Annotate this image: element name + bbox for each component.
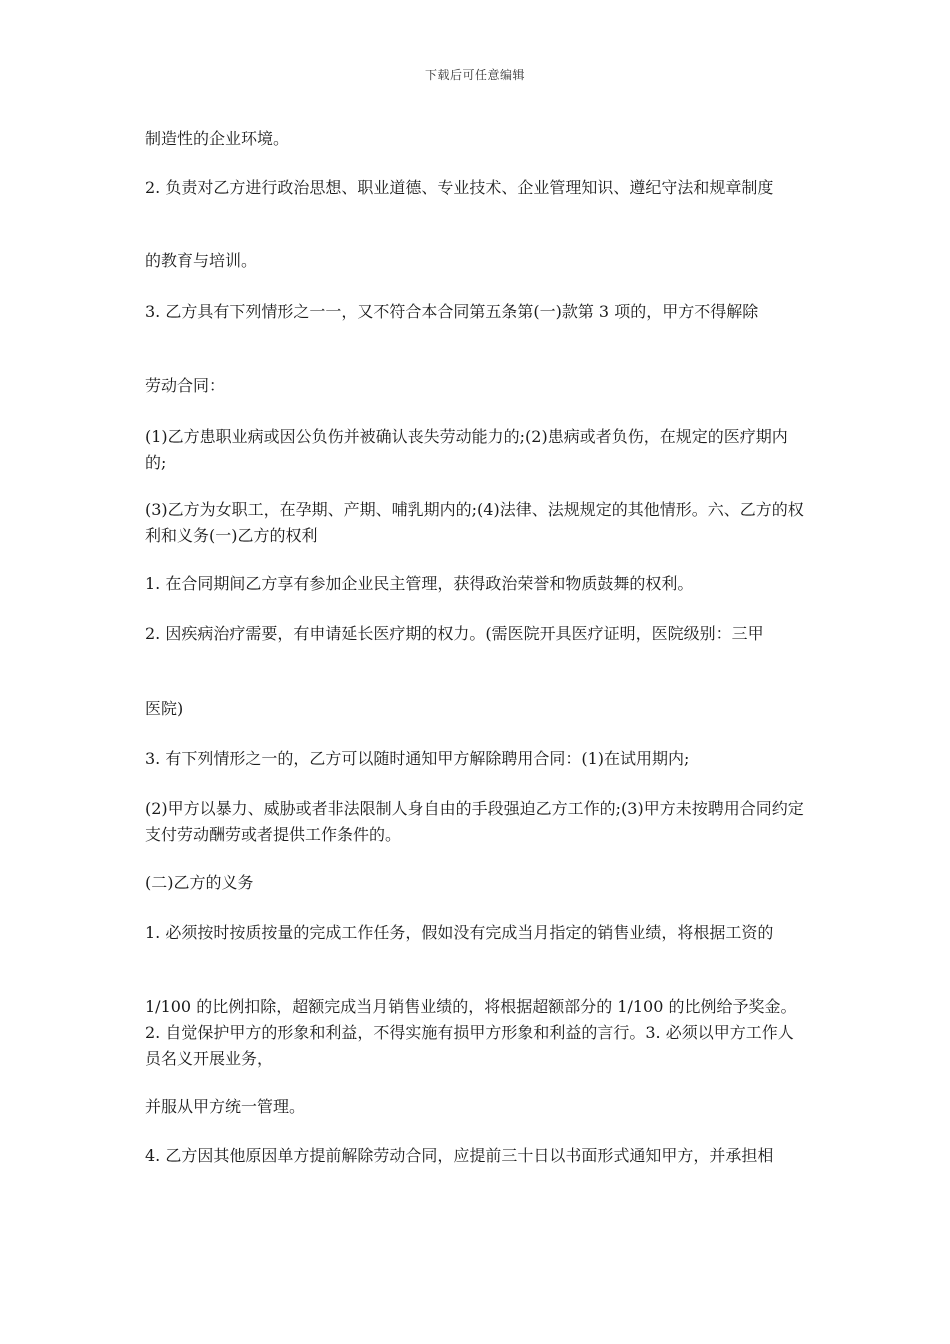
paragraph: 医院) [145, 699, 184, 718]
paragraph: 1. 必须按时按质按量的完成工作任务，假如没有完成当月指定的销售业绩，将根据工资的 [145, 923, 774, 942]
paragraph: (2)甲方以暴力、威胁或者非法限制人身自由的手段强迫乙方工作的;(3)甲方未按聘用合同约定支付劳动酬劳或者提供工作条件的。 [145, 799, 804, 844]
paragraph: 3. 有下列情形之一的，乙方可以随时通知甲方解除聘用合同：(1)在试用期内; [145, 749, 690, 768]
paragraph: 2. 因疾病治疗需要，有申请延长医疗期的权力。(需医院开具医疗证明，医院级别：三甲 [145, 624, 764, 643]
paragraph: 3. 乙方具有下列情形之一一，又不符合本合同第五条第(一)款第 3 项的，甲方不得解除 [145, 302, 759, 321]
paragraph: 的教育与培训。 [145, 251, 258, 270]
paragraph: 1/100 的比例扣除，超额完成当月销售业绩的，将根据超额部分的 1/100 的比例给予奖金。2. 自觉保护甲方的形象和利益，不得实施有损甲方形象和利益的言行。3. 必须以甲方工作人员名义开展业务， [145, 997, 797, 1068]
paragraph: 并服从甲方统一管理。 [145, 1097, 306, 1116]
paragraph: 1. 在合同期间乙方享有参加企业民主管理，获得政治荣誉和物质鼓舞的权利。 [145, 574, 694, 593]
paragraph: 2. 负责对乙方进行政治思想、职业道德、专业技术、企业管理知识、遵纪守法和规章制度 [145, 178, 774, 197]
paragraph: 4. 乙方因其他原因单方提前解除劳动合同，应提前三十日以书面形式通知甲方，并承担相 [145, 1146, 774, 1165]
paragraph: 劳动合同： [145, 376, 226, 395]
paragraph: (1)乙方患职业病或因公负伤并被确认丧失劳动能力的;(2)患病或者负伤，在规定的医疗期内的; [145, 427, 788, 472]
paragraph: (3)乙方为女职工，在孕期、产期、哺乳期内的;(4)法律、法规规定的其他情形。六、乙方的权利和义务(一)乙方的权利 [145, 500, 804, 545]
page-header: 下载后可任意编辑 [424, 68, 525, 82]
paragraph: 制造性的企业环境。 [145, 129, 290, 148]
paragraph: (二)乙方的义务 [145, 873, 254, 892]
